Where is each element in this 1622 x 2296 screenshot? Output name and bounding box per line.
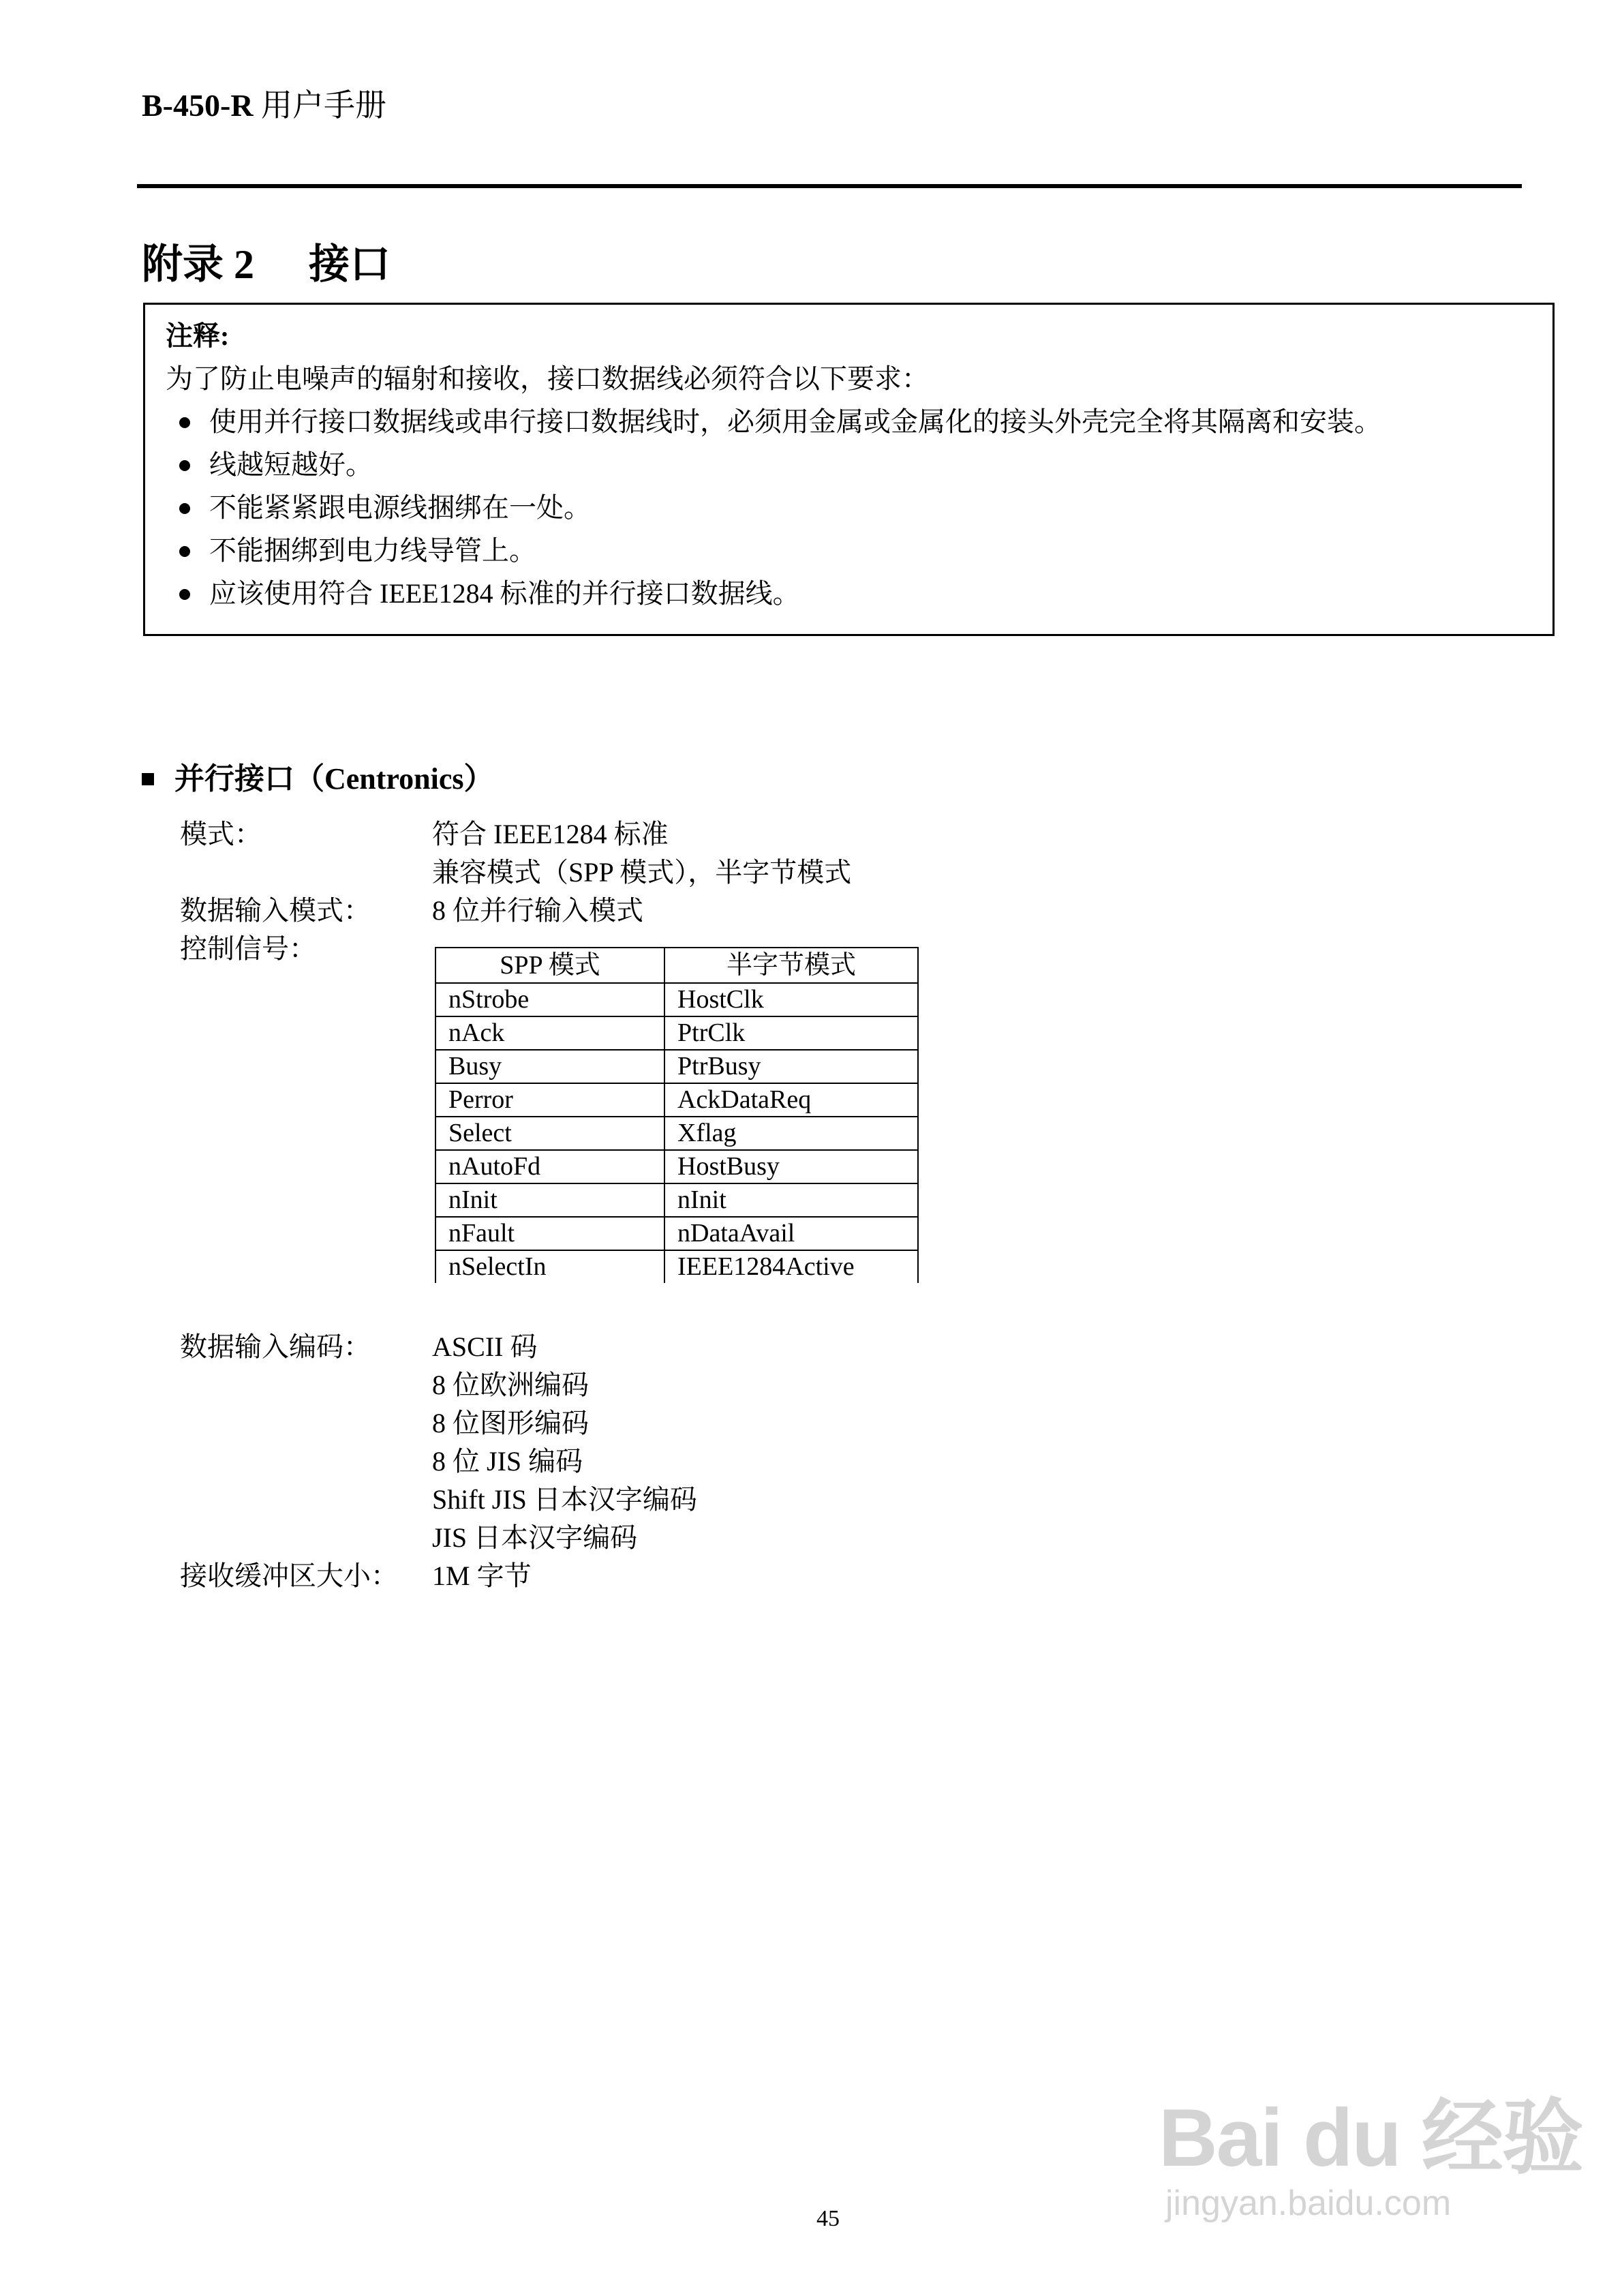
table-row [435, 1083, 918, 1117]
mode-value: 符合 IEEE1284 标准 [432, 819, 669, 849]
note-item-text: 不能捆绑到电力线导管上。 [209, 535, 536, 566]
note-intro: 为了防止电噪声的辐射和接收，接口数据线必须符合以下要求： [166, 363, 929, 394]
appendix-number: 附录 2 [142, 242, 254, 287]
table-row [435, 1217, 918, 1250]
table-cell: nInit [435, 1183, 664, 1217]
table-cell: AckDataReq [664, 1083, 918, 1117]
table-row [435, 1050, 918, 1083]
table-cell: PtrClk [664, 1016, 918, 1050]
note-item [166, 400, 1381, 443]
mode-label: 模式： [180, 819, 262, 849]
buffer-value: 1M 字节 [432, 1560, 532, 1591]
encoding-value: 8 位图形编码 [432, 1408, 589, 1438]
table-cell: IEEE1284Active [664, 1250, 918, 1283]
bullet-icon [179, 589, 190, 600]
table-cell: nAutoFd [435, 1150, 664, 1183]
column-header: 半字节模式 [664, 948, 918, 983]
encoding-value: ASCII 码 [432, 1331, 538, 1362]
table-row [435, 1150, 918, 1183]
page-title [142, 232, 391, 290]
table-cell: Select [435, 1117, 664, 1150]
table-row [435, 1183, 918, 1217]
input-mode-label: 数据输入模式： [180, 895, 371, 926]
table-cell: nFault [435, 1217, 664, 1250]
note-item-text: 应该使用符合 IEEE1284 标准的并行接口数据线。 [209, 578, 800, 609]
mode-value: 兼容模式（SPP 模式），半字节模式 [432, 857, 852, 888]
note-item-text: 使用并行接口数据线或串行接口数据线时，必须用金属或金属化的接头外壳完全将其隔离和安装。 [209, 406, 1381, 437]
table-header-row [435, 948, 918, 983]
section-heading [142, 754, 494, 798]
watermark-brand: Bai du 经验 [1159, 2092, 1583, 2184]
table-cell: nDataAvail [664, 1217, 918, 1250]
running-header [142, 80, 386, 125]
watermark-url: jingyan.baidu.com [1165, 2184, 1452, 2223]
table-cell: Perror [435, 1083, 664, 1117]
control-signal-table [435, 947, 919, 1283]
header-model: B-450-R [142, 88, 254, 123]
table-cell: nStrobe [435, 983, 664, 1016]
note-item-text: 线越短越好。 [209, 449, 373, 480]
table-cell: nAck [435, 1016, 664, 1050]
encoding-value: 8 位 JIS 编码 [432, 1446, 583, 1477]
baidu-watermark [1159, 2072, 1582, 2224]
table-cell: PtrBusy [664, 1050, 918, 1083]
column-header: SPP 模式 [435, 948, 664, 983]
note-item [166, 529, 536, 572]
square-bullet-icon [142, 773, 154, 785]
appendix-name: 接口 [309, 242, 391, 287]
section-heading-text: 并行接口（Centronics） [174, 762, 494, 796]
bullet-icon [179, 503, 190, 514]
table-cell: nInit [664, 1183, 918, 1217]
table-cell: Xflag [664, 1117, 918, 1150]
table-row [435, 983, 918, 1016]
encoding-label: 数据输入编码： [180, 1331, 371, 1362]
encoding-value: Shift JIS 日本汉字编码 [432, 1484, 697, 1515]
header-rule [137, 184, 1522, 188]
header-title: 用户手册 [261, 88, 387, 123]
note-item [166, 572, 800, 615]
buffer-label: 接收缓冲区大小： [180, 1560, 398, 1591]
table-row [435, 1250, 918, 1283]
table-cell: HostClk [664, 983, 918, 1016]
table-row [435, 1117, 918, 1150]
note-item-text: 不能紧紧跟电源线捆绑在一处。 [209, 492, 591, 523]
table-cell: nSelectIn [435, 1250, 664, 1283]
note-box [143, 303, 1555, 636]
encoding-value: 8 位欧洲编码 [432, 1370, 589, 1400]
table-row [435, 1016, 918, 1050]
bullet-icon [179, 546, 190, 557]
encoding-value: JIS 日本汉字编码 [432, 1522, 638, 1553]
note-item [166, 443, 373, 486]
note-heading: 注释: [166, 320, 230, 351]
page-number: 45 [816, 2206, 840, 2231]
control-signal-label: 控制信号： [180, 933, 316, 964]
input-mode-value: 8 位并行输入模式 [432, 895, 643, 926]
bullet-icon [179, 417, 190, 428]
bullet-icon [179, 460, 190, 471]
table-cell: Busy [435, 1050, 664, 1083]
note-item [166, 486, 591, 529]
table-cell: HostBusy [664, 1150, 918, 1183]
